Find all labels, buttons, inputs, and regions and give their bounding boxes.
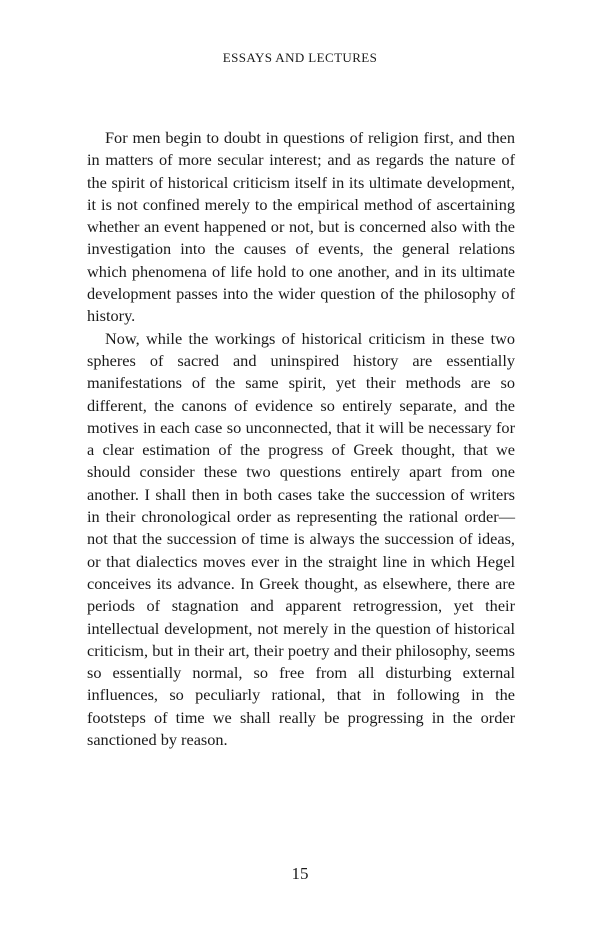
paragraph-2: Now, while the workings of historical criticism in these two spheres of sacred and uninspired history are essentially manifestations of the same spirit, yet their methods are so different, the canons of evidence so entirely separate, and the motives in each case so unconnected, that it will be necessary for a clear estimation of the progress of Greek thought, that we should consider these two questions entirely apart from one another. I shall then in both cases take the succession of writers in their chronological order as representing the rational order—not that the succession of time is always the succession of ideas, or that dialectics moves ever in the straight line in which Hegel conceives its advance. In Greek thought, as elsewhere, there are periods of stagnation and apparent retrogression, yet their intellectual development, not merely in the question of historical criticism, but in their art, their poetry and their philosophy, seems so essentially normal, so free from all disturbing external influences, so peculiarly rational, that in following in the footsteps of time we shall really be progressing in the order sanctioned by reason. — [87, 328, 515, 750]
body-text — [87, 127, 515, 751]
page-number: 15 — [291, 864, 309, 883]
paragraph-1: For men begin to doubt in questions of religion first, and then in matters of more secular interest; and as regards the nature of the spirit of historical criticism itself in its ultimate development, it is not confined merely to the empirical method of ascertaining whether an event happened or not, but is concerned also with the investigation into the causes of events, the general relations which phenomena of life hold to one another, and in its ultimate development passes into the wider question of the philosophy of history. — [87, 128, 515, 326]
running-head: ESSAYS AND LECTURES — [222, 50, 378, 65]
